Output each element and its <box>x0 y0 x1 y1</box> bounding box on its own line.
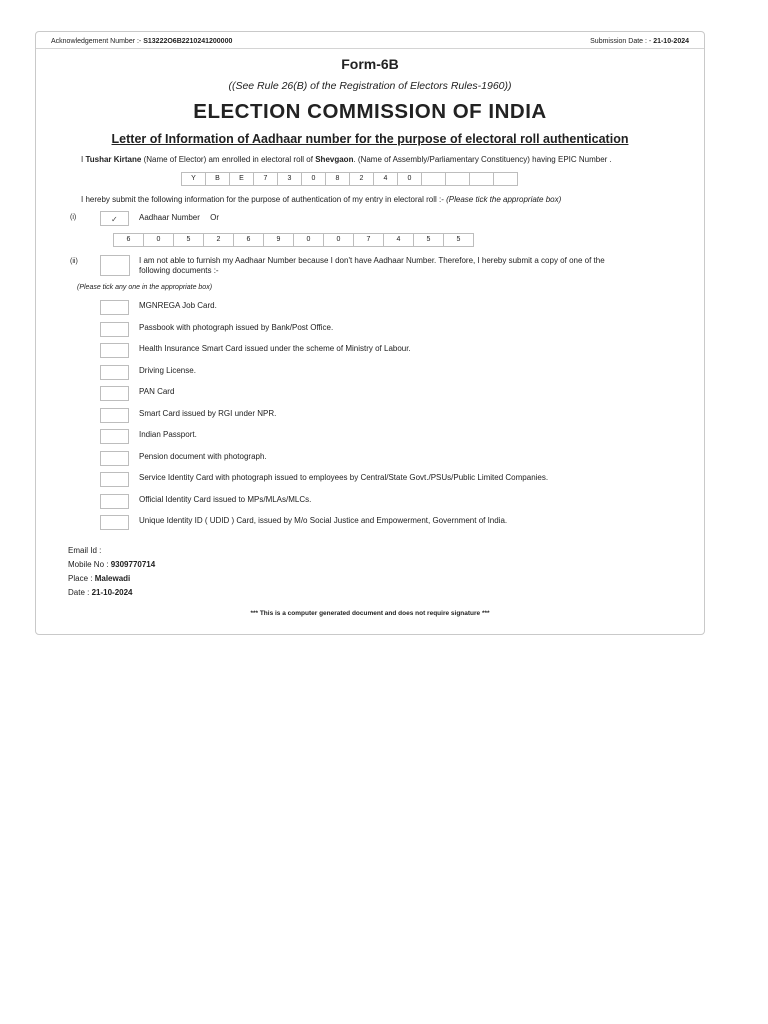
aadhaar-digit-cell: 2 <box>203 233 234 247</box>
document-checkbox[interactable] <box>100 322 129 337</box>
submission-date: 21-10-2024 <box>653 38 689 45</box>
aadhaar-number-cells <box>114 233 474 247</box>
mobile-row <box>68 560 155 569</box>
document-checkbox[interactable] <box>100 343 129 358</box>
document-checkbox[interactable] <box>100 365 129 380</box>
check-icon: ✓ <box>111 215 118 224</box>
tick-hint: (Please tick any one in the appropriate box) <box>77 284 213 291</box>
submission-info <box>590 38 689 45</box>
document-checkbox[interactable] <box>100 494 129 509</box>
footer-note: *** This is a computer generated document and does not require signature *** <box>250 610 490 617</box>
place-label: Place : <box>68 574 93 583</box>
document-label: Unique Identity ID ( UDID ) Card, issued by M/o Social Justice and Empowerment, Government of India. <box>139 516 508 525</box>
email-label: Email Id : <box>68 546 102 555</box>
epic-cell: B <box>205 172 230 186</box>
aadhaar-digit-cell: 0 <box>293 233 324 247</box>
commission-heading: ELECTION COMMISSION OF INDIA <box>193 100 547 123</box>
document-checkbox[interactable] <box>100 408 129 423</box>
epic-cell: 3 <box>277 172 302 186</box>
email-row <box>68 546 101 555</box>
document-label: Passbook with photograph issued by Bank/Post Office. <box>139 323 334 332</box>
document-label: Driving License. <box>139 366 196 375</box>
acknowledgement-info <box>51 38 232 45</box>
date-row <box>68 588 133 597</box>
document-label: Official Identity Card issued to MPs/MLAs/MLCs. <box>139 495 312 504</box>
intro-end: . (Name of Assembly/Parliamentary Constituency) having EPIC Number . <box>353 155 612 164</box>
document-label: Service Identity Card with photograph issued to employees by Central/State Govt./PSUs/Public Limited Companies. <box>139 473 549 482</box>
epic-cell: 0 <box>301 172 326 186</box>
aadhaar-digit-cell: 7 <box>353 233 384 247</box>
letter-title: Letter of Information of Aadhaar number for the purpose of electoral roll authentication <box>111 132 629 146</box>
document-checkbox[interactable] <box>100 472 129 487</box>
aadhaar-digit-cell: 0 <box>143 233 174 247</box>
epic-cell <box>493 172 518 186</box>
document-checkbox[interactable] <box>100 386 129 401</box>
option-ii-number: (ii) <box>70 258 78 265</box>
no-aadhaar-line-2: following documents :- <box>139 266 219 275</box>
place-row <box>68 574 130 583</box>
aadhaar-option-label <box>139 213 219 222</box>
epic-cell: Y <box>181 172 206 186</box>
ack-number: S13222O6B2210241200000 <box>143 38 233 45</box>
aadhaar-digit-cell: 0 <box>323 233 354 247</box>
mobile-value: 9309770714 <box>110 560 156 569</box>
document-checkbox[interactable] <box>100 451 129 466</box>
epic-number-cells <box>182 172 518 186</box>
aadhaar-digit-cell: 4 <box>383 233 414 247</box>
date-value: 21-10-2024 <box>91 588 133 597</box>
submit-sentence <box>81 195 561 204</box>
or-label: Or <box>210 213 220 222</box>
epic-cell: 7 <box>253 172 278 186</box>
epic-cell: E <box>229 172 254 186</box>
epic-cell <box>421 172 446 186</box>
no-aadhaar-text <box>139 256 605 276</box>
header-divider <box>36 48 704 49</box>
form-container <box>35 31 705 635</box>
aadhaar-digit-cell: 6 <box>113 233 144 247</box>
no-aadhaar-line-1: I am not able to furnish my Aadhaar Number because I don't have Aadhaar Number. Therefore, I hereby submit a copy of one of the <box>139 256 605 265</box>
epic-cell <box>469 172 494 186</box>
ack-label: Acknowledgement Number :- <box>51 38 142 45</box>
aadhaar-digit-cell: 6 <box>233 233 264 247</box>
document-label: Pension document with photograph. <box>139 452 267 461</box>
intro-mid: (Name of Elector) am enrolled in electoral roll of <box>143 155 313 164</box>
aadhaar-digit-cell: 9 <box>263 233 294 247</box>
place-value: Malewadi <box>94 574 131 583</box>
constituency-name: Shevgaon <box>315 155 354 164</box>
elector-name: Tushar Kirtane <box>85 155 142 164</box>
document-checkbox[interactable] <box>100 515 129 530</box>
epic-cell: 4 <box>373 172 398 186</box>
epic-cell: 2 <box>349 172 374 186</box>
option-i-number: (i) <box>70 214 77 221</box>
intro-sentence <box>81 155 612 164</box>
aadhaar-digit-cell: 5 <box>173 233 204 247</box>
submission-label: Submission Date : - <box>590 38 652 45</box>
epic-cell <box>445 172 470 186</box>
aadhaar-label: Aadhaar Number <box>139 213 200 222</box>
form-title: Form-6B <box>341 56 399 72</box>
date-label: Date : <box>68 588 90 597</box>
submit-hint: (Please tick the appropriate box) <box>446 195 562 204</box>
document-label: PAN Card <box>139 387 175 396</box>
document-label: Health Insurance Smart Card issued under the scheme of Ministry of Labour. <box>139 344 411 353</box>
document-label: Smart Card issued by RGI under NPR. <box>139 409 277 418</box>
document-checkbox[interactable] <box>100 300 129 315</box>
epic-cell: 0 <box>397 172 422 186</box>
no-aadhaar-checkbox[interactable] <box>100 255 130 276</box>
aadhaar-digit-cell: 5 <box>413 233 444 247</box>
aadhaar-digit-cell: 5 <box>443 233 474 247</box>
aadhaar-checkbox[interactable] <box>100 211 129 226</box>
submit-text: I hereby submit the following information for the purpose of authentication of my entry in electoral roll :- <box>81 195 444 204</box>
document-label: Indian Passport. <box>139 430 197 439</box>
mobile-label: Mobile No : <box>68 560 109 569</box>
document-checkbox[interactable] <box>100 429 129 444</box>
document-label: MGNREGA Job Card. <box>139 301 217 310</box>
intro-i: I <box>81 155 84 164</box>
epic-cell: 8 <box>325 172 350 186</box>
rule-line: ((See Rule 26(B) of the Registration of Electors Rules-1960)) <box>228 80 512 92</box>
